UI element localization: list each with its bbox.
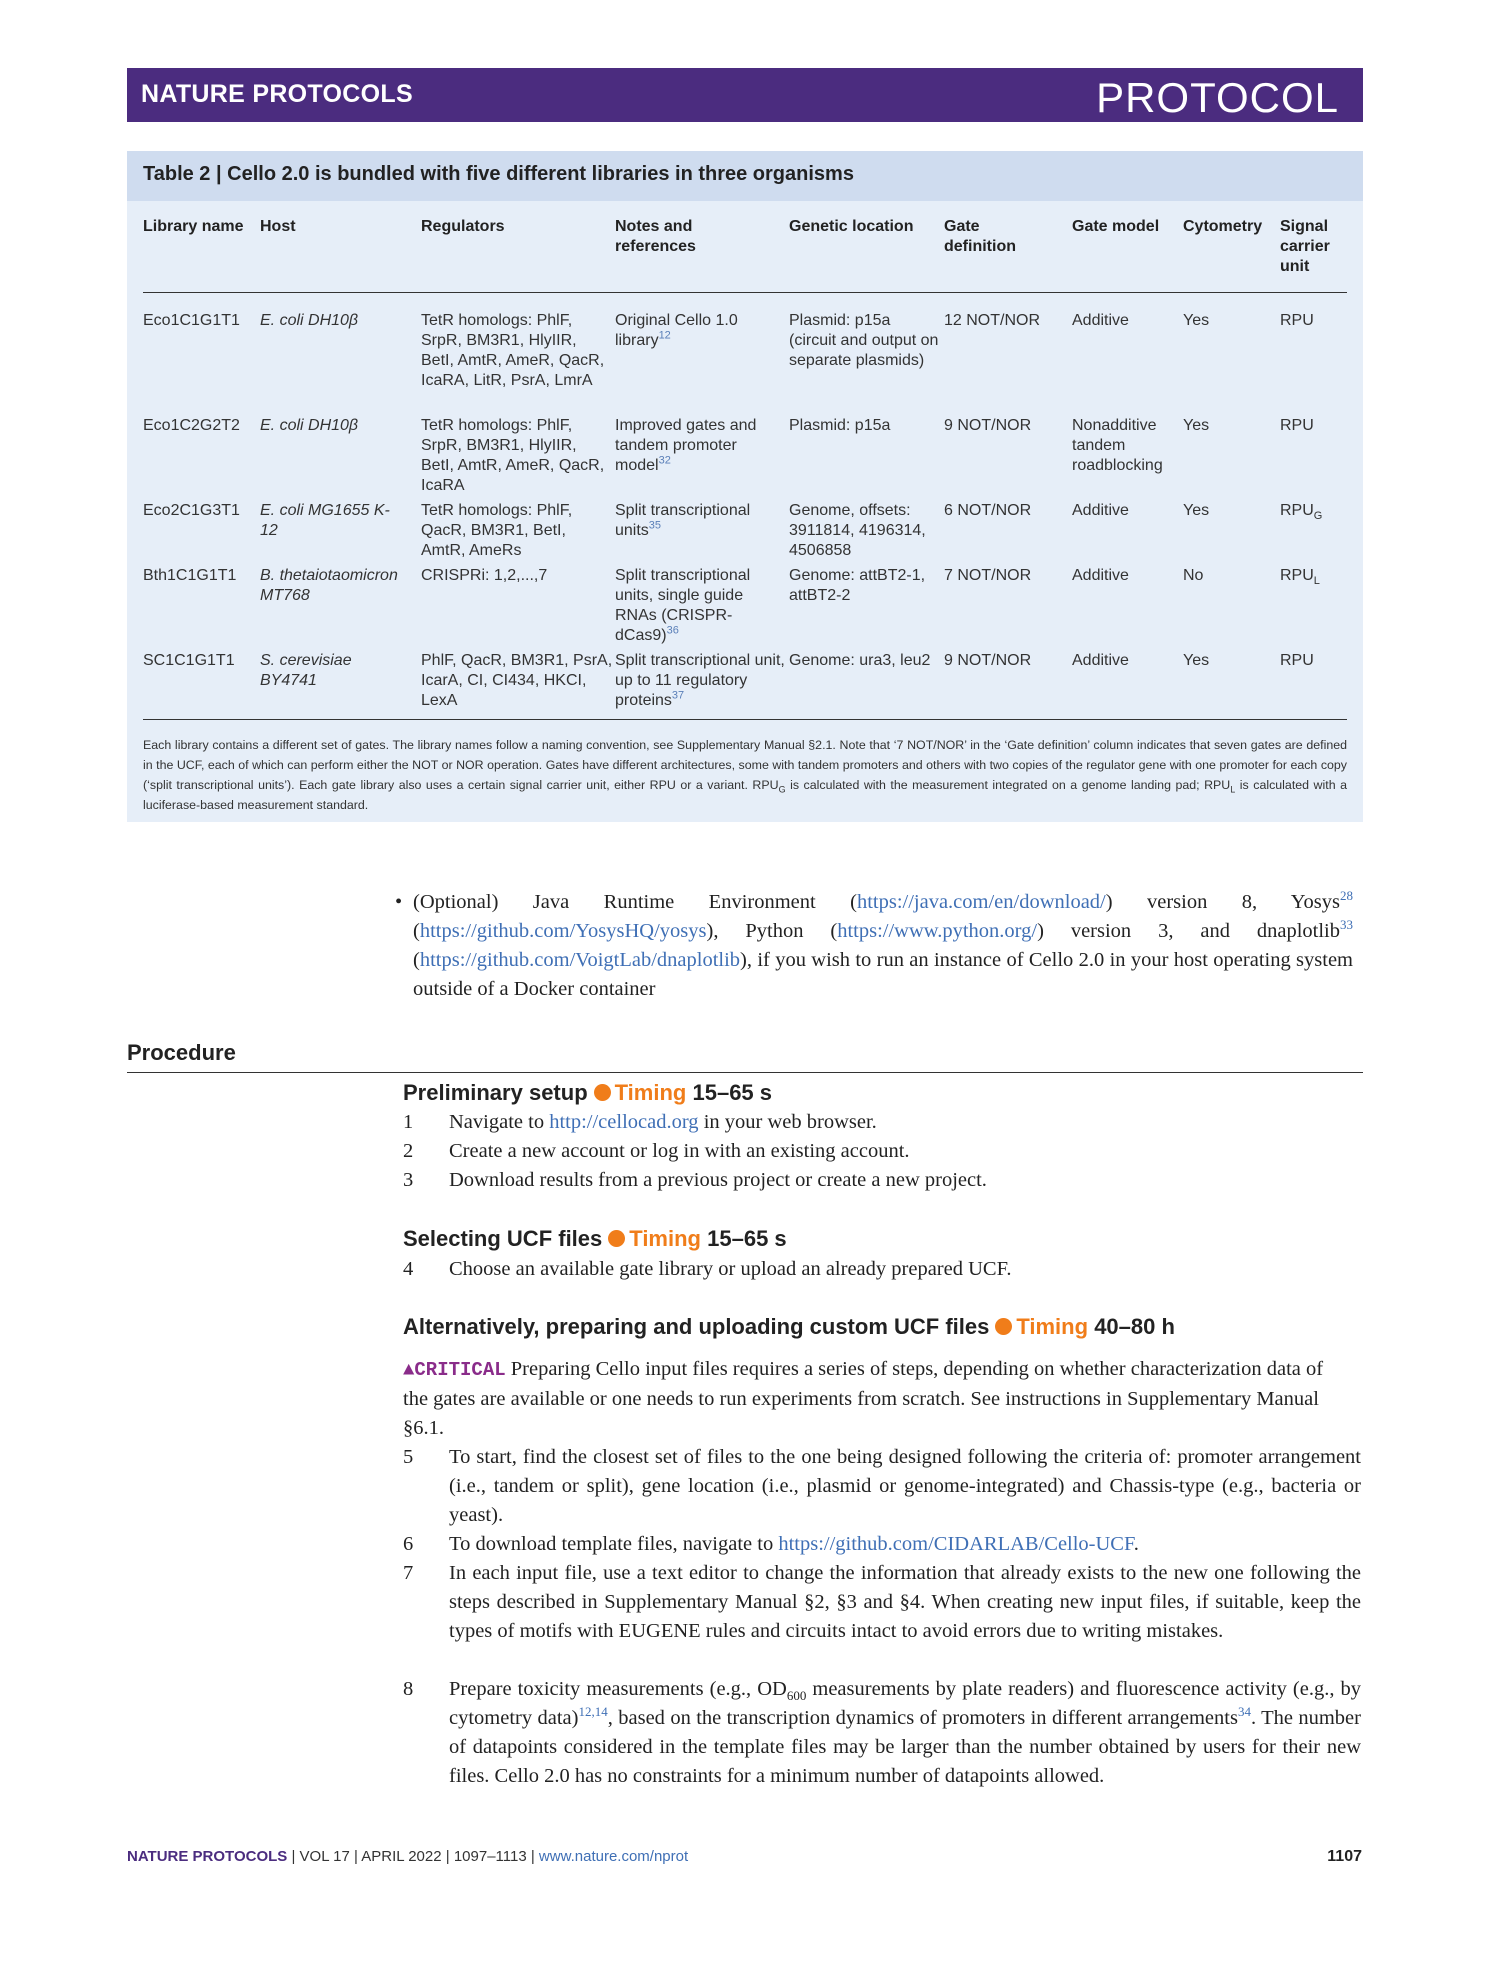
page-footer: NATURE PROTOCOLS | VOL 17 | APRIL 2022 | 1097–1113 | www.nature.com/nprot	[127, 1848, 689, 1865]
row5-cytometry: Yes	[1183, 652, 1210, 669]
cello-ucf-link[interactable]: https://github.com/CIDARLAB/Cello-UCF	[778, 1533, 1134, 1555]
yosys-link[interactable]: https://github.com/YosysHQ/yosys	[419, 920, 707, 942]
critical-tag: ▲CRITICAL	[403, 1359, 506, 1381]
col-header-gate-model: Gate model	[1072, 218, 1160, 235]
row3-gate-model: Additive	[1072, 502, 1129, 519]
row1-notes: Original Cello 1.0 library$^{12}$	[615, 312, 738, 349]
critical-note: ▲CRITICAL Preparing Cello input files requires a series of steps, depending on whether characterization data of the gates are available or one needs to run experiments from scratch. See instructions in Supplementary Manual §6.1.	[403, 1358, 1324, 1439]
table-caption: Table 2 | Cello 2.0 is bundled with five different libraries in three organisms	[143, 163, 854, 185]
row1-cytometry: Yes	[1183, 312, 1210, 329]
step-number: 4	[403, 1258, 414, 1280]
step-number: 6	[403, 1533, 414, 1555]
page-number: 1107	[1327, 1848, 1362, 1865]
row4-location: Genome: attBT2-1, attBT2-2	[789, 567, 926, 604]
row1-unit: RPU	[1280, 312, 1314, 329]
step-6: To download template files, navigate to https://github.com/CIDARLAB/Cello-UCF.	[449, 1533, 1139, 1555]
row1-gate-model: Additive	[1072, 312, 1129, 329]
row1-gate-definition: 12 NOT/NOR	[944, 312, 1041, 329]
section-selecting-ucf: Selecting UCF files Timing 15–65 s	[403, 1226, 787, 1251]
journal-url-link[interactable]: www.nature.com/nprot	[538, 1848, 689, 1865]
row2-cytometry: Yes	[1183, 417, 1210, 434]
timing-dot-icon	[995, 1318, 1012, 1335]
row2-location: Plasmid: p15a	[789, 417, 891, 434]
row4-gate-model: Additive	[1072, 567, 1129, 584]
row4-library: Bth1C1G1T1	[143, 567, 237, 584]
row5-regulators: PhlF, QacR, BM3R1, PsrA, IcarA, CI, CI434, HKCI, LexA	[421, 652, 613, 709]
col-header-library: Library name	[143, 218, 244, 235]
row2-host: E. coli DH10β	[260, 417, 359, 434]
col-header-signal-unit: Signal carrier unit	[1280, 218, 1330, 275]
step-number: 3	[403, 1169, 414, 1191]
journal-header-bar	[127, 68, 1363, 122]
journal-name: NATURE PROTOCOLS	[141, 80, 413, 108]
row2-library: Eco1C2G2T2	[143, 417, 240, 434]
step-number: 8	[403, 1678, 414, 1700]
bullet: •	[395, 891, 403, 913]
step-number: 2	[403, 1140, 414, 1162]
row5-host: S. cerevisiae BY4741	[260, 652, 352, 689]
step-8: Prepare toxicity measurements (e.g., $OD_{600}$ measurements by plate readers) and fluorescence activity (e.g., by cytometry data)$^{12,14}$, based on the transcription dynamics of promoters in different arrangements$^{34}$. The number of datapoints considered in the template files may be larger than the number obtained by users for their new files. Cello 2.0 has no constraints for a minimum number of datapoints allowed.	[449, 1678, 1362, 1787]
row2-gate-definition: 9 NOT/NOR	[944, 417, 1032, 434]
section-preliminary-setup: Preliminary setup Timing 15–65 s	[403, 1080, 773, 1105]
row4-cytometry: No	[1183, 567, 1204, 584]
row2-unit: RPU	[1280, 417, 1314, 434]
row2-regulators: TetR homologs: PhlF, SrpR, BM3R1, HlyIIR, BetI, AmtR, AmeR, QacR, IcaRA	[421, 417, 605, 494]
optional-requirements: (Optional) Java Runtime Environment (https://java.com/en/download/) version 8, Yosys$^{28}$ (https://github.com/YosysHQ/yosys), Python (https://www.python.org/) version 3, and dnaplotlib$^{33}$ (https://github.com/VoigtLab/dnaplotlib), if you wish to run an instance of Cello 2.0 in your host operating system outside of a Docker container	[413, 888, 1354, 1000]
row2-gate-model: Nonadditive tandem roadblocking	[1072, 417, 1163, 474]
python-link[interactable]: https://www.python.org/	[837, 920, 1038, 942]
step-4: Choose an available gate library or upload an already prepared UCF.	[449, 1258, 1012, 1280]
row5-notes: Split transcriptional unit, up to 11 regulatory proteins$^{37}$	[615, 652, 785, 709]
row1-library: Eco1C1G1T1	[143, 312, 240, 329]
row4-notes: Split transcriptional units, single guide RNAs (CRISPR-dCas9)$^{36}$	[615, 567, 751, 644]
step-3: Download results from a previous project or create a new project.	[449, 1169, 987, 1191]
row3-cytometry: Yes	[1183, 502, 1210, 519]
row5-gate-model: Additive	[1072, 652, 1129, 669]
col-header-regulators: Regulators	[421, 218, 505, 235]
dnaplotlib-link[interactable]: https://github.com/VoigtLab/dnaplotlib	[419, 949, 741, 971]
row3-gate-definition: 6 NOT/NOR	[944, 502, 1032, 519]
section-custom-ucf: Alternatively, preparing and uploading custom UCF files Timing 40–80 h	[403, 1314, 1175, 1339]
step-number: 7	[403, 1562, 414, 1584]
row3-location: Genome, offsets: 3911814, 4196314, 4506858	[789, 502, 926, 559]
cellocad-link[interactable]: http://cellocad.org	[549, 1111, 699, 1133]
procedure-rule	[127, 1072, 1363, 1073]
row3-regulators: TetR homologs: PhlF, QacR, BM3R1, BetI, AmtR, AmeRs	[421, 502, 573, 559]
row4-regulators: CRISPRi: 1,2,...,7	[421, 567, 548, 584]
table-footnote: Each library contains a different set of gates. The library names follow a naming convention, see Supplementary Manual §2.1. Note that ‘7 NOT/NOR’ in the ‘Gate definition’ column indicates that seven gates are defined in the UCF, each of which can perform either the NOT or NOR operation. Gates have different architectures, some with tandem promoters and others with two copies of the regulator gene with one promoter for each copy (‘split transcriptional units’). Each gate library also uses a certain signal carrier unit, either RPU or a variant. $RPU_G$ is calculated with the measurement integrated on a genome landing pad; $RPU_L$ is calculated with a luciferase-based measurement standard.	[143, 738, 1347, 812]
row4-gate-definition: 7 NOT/NOR	[944, 567, 1032, 584]
row5-location: Genome: ura3, leu2	[789, 652, 931, 669]
timing-dot-icon	[608, 1230, 625, 1247]
article-type: PROTOCOL	[1096, 74, 1339, 121]
row4-host: B. thetaiotaomicron MT768	[260, 567, 398, 604]
row4-unit: $RPU_L$	[1280, 567, 1320, 588]
col-header-cytometry: Cytometry	[1183, 218, 1263, 235]
table-bottom-rule	[143, 719, 1347, 720]
row3-library: Eco2C1G3T1	[143, 502, 240, 519]
step-1: Navigate to http://cellocad.org in your web browser.	[449, 1111, 877, 1133]
row5-unit: RPU	[1280, 652, 1314, 669]
timing-dot-icon	[594, 1084, 611, 1101]
row1-location: Plasmid: p15a (circuit and output on separate plasmids)	[789, 312, 939, 369]
table-header-rule	[143, 292, 1347, 293]
col-header-notes: Notes and references	[615, 218, 696, 255]
row5-library: SC1C1G1T1	[143, 652, 235, 669]
step-number: 1	[403, 1111, 414, 1133]
step-2: Create a new account or log in with an existing account.	[449, 1140, 910, 1162]
row5-gate-definition: 9 NOT/NOR	[944, 652, 1032, 669]
table-2	[127, 151, 1363, 822]
step-number: 5	[403, 1446, 414, 1468]
row3-notes: Split transcriptional units$^{35}$	[615, 502, 751, 539]
step-5: To start, find the closest set of files to the one being designed following the criteria of: promoter arrangement (i.e., tandem or split), gene location (i.e., plasmid or genome-integrated) and Chassis-type (e.g., bacteria or yeast).	[449, 1446, 1361, 1526]
step-7: In each input file, use a text editor to change the information that already exists to the new one following the steps described in Supplementary Manual §2, §3 and §4. When creating new input files, if suitable, keep the types of motifs with EUGENE rules and circuits intact to avoid errors due to writing mistakes.	[449, 1562, 1361, 1642]
procedure-heading: Procedure	[127, 1040, 236, 1065]
col-header-gate-definition: Gate definition	[944, 218, 1016, 255]
java-link[interactable]: https://java.com/en/download/	[856, 891, 1106, 913]
col-header-location: Genetic location	[789, 218, 914, 235]
row1-host: E. coli DH10β	[260, 312, 359, 329]
row2-notes: Improved gates and tandem promoter model$^{32}$	[615, 417, 757, 474]
row3-unit: $RPU_G$	[1280, 502, 1323, 523]
row1-regulators: TetR homologs: PhlF, SrpR, BM3R1, HlyIIR, BetI, AmtR, AmeR, QacR, IcaRA, LitR, PsrA, LmrA	[421, 312, 605, 389]
row3-host: E. coli MG1655 K-12	[260, 502, 390, 539]
col-header-host: Host	[260, 218, 296, 235]
